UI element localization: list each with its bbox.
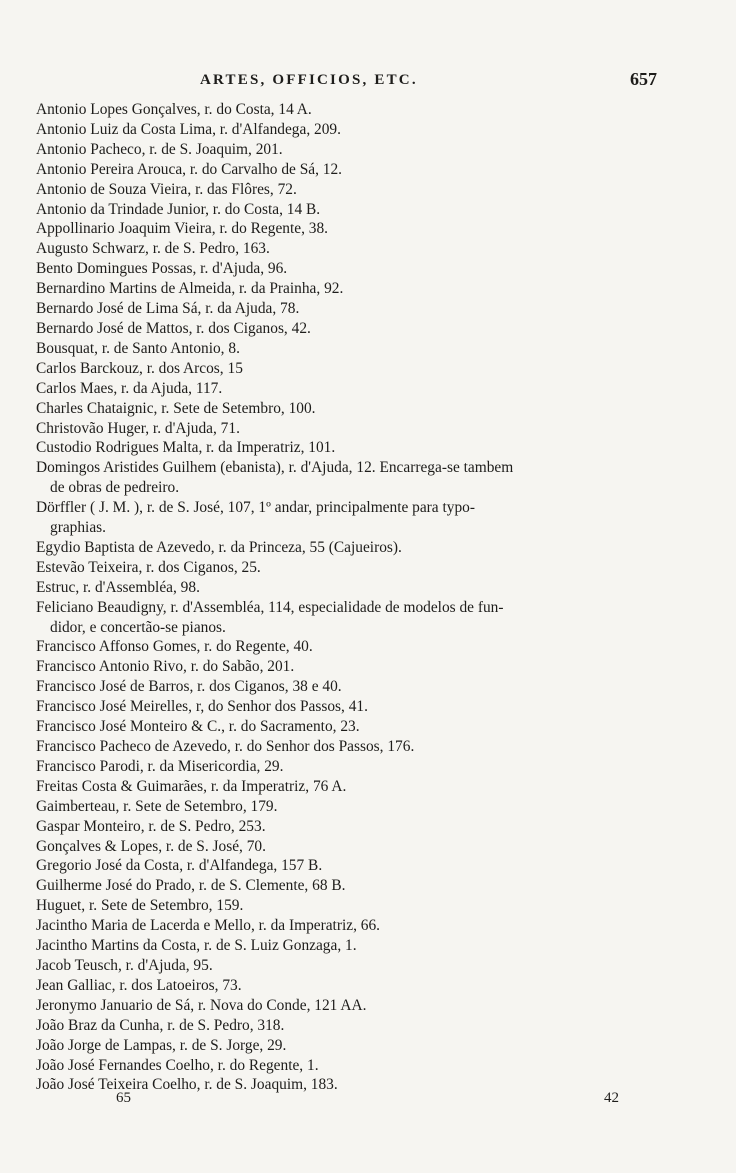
entry-line: Gregorio José da Costa, r. d'Alfandega, 157 B. xyxy=(36,857,323,875)
entry-line: Antonio Pereira Arouca, r. do Carvalho de Sá, 12. xyxy=(36,160,343,178)
entry-line: Bernardo José de Lima Sá, r. da Ajuda, 78. xyxy=(36,300,300,318)
entry-line: Antonio da Trindade Junior, r. do Costa, 14 B. xyxy=(36,200,321,218)
entry-list xyxy=(36,100,686,1095)
entry-line: Francisco Parodi, r. da Misericordia, 29. xyxy=(36,757,284,775)
entry-line: Appollinario Joaquim Vieira, r. do Regente, 38. xyxy=(36,220,329,238)
entry-line: Jacintho Martins da Costa, r. de S. Luiz Gonzaga, 1. xyxy=(36,937,357,955)
entry-line: Bernardino Martins de Almeida, r. da Prainha, 92. xyxy=(36,280,344,298)
entry-line: Antonio de Souza Vieira, r. das Flôres, 72. xyxy=(36,180,297,198)
entry-line: Bousquat, r. de Santo Antonio, 8. xyxy=(36,339,240,357)
entry-line: Feliciano Beaudigny, r. d'Assembléa, 114, especialidade de modelos de fun- xyxy=(36,598,504,616)
signature-mark-right: 42 xyxy=(604,1090,619,1106)
entry-line: Bento Domingues Possas, r. d'Ajuda, 96. xyxy=(36,260,288,278)
entry-line: Francisco Affonso Gomes, r. do Regente, 40. xyxy=(36,638,313,656)
entry-line: Charles Chataignic, r. Sete de Setembro, 100. xyxy=(36,399,316,417)
entry-line: Francisco José Monteiro & C., r. do Sacramento, 23. xyxy=(36,718,360,736)
signature-mark-left: 65 xyxy=(116,1090,131,1106)
entry-line: Gaimberteau, r. Sete de Setembro, 179. xyxy=(36,797,278,815)
entry-continuation: de obras de pedreiro. xyxy=(50,479,180,497)
entry-line: Francisco José de Barros, r. dos Ciganos, 38 e 40. xyxy=(36,678,342,696)
page-footer xyxy=(0,1090,736,1114)
entry-line: Egydio Baptista de Azevedo, r. da Princeza, 55 (Cajueiros). xyxy=(36,538,402,556)
entry-line: Estevão Teixeira, r. dos Ciganos, 25. xyxy=(36,558,261,576)
entry-line: João Braz da Cunha, r. de S. Pedro, 318. xyxy=(36,1016,285,1034)
entry-line: Jean Galliac, r. dos Latoeiros, 73. xyxy=(36,976,242,994)
entry-line: Bernardo José de Mattos, r. dos Ciganos, 42. xyxy=(36,319,311,337)
page-number: 657 xyxy=(630,69,657,89)
running-header xyxy=(0,69,736,96)
entry-line: Antonio Luiz da Costa Lima, r. d'Alfandega, 209. xyxy=(36,120,341,138)
entry-line: Francisco Antonio Rivo, r. do Sabão, 201. xyxy=(36,658,295,676)
entry-line: Carlos Barckouz, r. dos Arcos, 15 xyxy=(36,359,243,377)
entry-continuation: didor, e concertão-se pianos. xyxy=(50,618,226,636)
entry-line: Francisco José Meirelles, r, do Senhor dos Passos, 41. xyxy=(36,698,368,716)
entry-line: João José Fernandes Coelho, r. do Regente, 1. xyxy=(36,1056,319,1074)
entry-line: Antonio Pacheco, r. de S. Joaquim, 201. xyxy=(36,140,283,158)
entry-line: Jeronymo Januario de Sá, r. Nova do Conde, 121 AA. xyxy=(36,996,367,1014)
entry-line: Gonçalves & Lopes, r. de S. José, 70. xyxy=(36,837,266,855)
entry-line: Custodio Rodrigues Malta, r. da Imperatriz, 101. xyxy=(36,439,336,457)
entry-line: Antonio Lopes Gonçalves, r. do Costa, 14 A. xyxy=(36,101,312,118)
entry-line: Jacob Teusch, r. d'Ajuda, 95. xyxy=(36,956,213,974)
entry-line: João José Teixeira Coelho, r. de S. Joaquim, 183. xyxy=(36,1076,338,1094)
entry-line: Christovão Huger, r. d'Ajuda, 71. xyxy=(36,419,240,437)
entry-continuation: graphias. xyxy=(50,519,106,537)
entry-line: Freitas Costa & Guimarães, r. da Imperatriz, 76 A. xyxy=(36,777,347,795)
entry-line: Francisco Pacheco de Azevedo, r. do Senhor dos Passos, 176. xyxy=(36,738,415,755)
entry-line: Jacintho Maria de Lacerda e Mello, r. da Imperatriz, 66. xyxy=(36,917,381,935)
entry-line: Huguet, r. Sete de Setembro, 159. xyxy=(36,897,244,915)
header-title: ARTES, OFFICIOS, ETC. xyxy=(200,72,418,88)
entry-line: Dörffler ( J. M. ), r. de S. José, 107, 1º andar, principalmente para typo- xyxy=(36,499,475,517)
entry-line: Estruc, r. d'Assembléa, 98. xyxy=(36,578,200,596)
entry-line: Domingos Aristides Guilhem (ebanista), r. d'Ajuda, 12. Encarrega-se tambem xyxy=(36,459,514,477)
entry-line: Gaspar Monteiro, r. de S. Pedro, 253. xyxy=(36,817,266,835)
entry-line: Augusto Schwarz, r. de S. Pedro, 163. xyxy=(36,240,270,258)
entry-line: Carlos Maes, r. da Ajuda, 117. xyxy=(36,379,223,397)
entry-line: Guilherme José do Prado, r. de S. Clemente, 68 B. xyxy=(36,877,346,895)
entry-line: João Jorge de Lampas, r. de S. Jorge, 29. xyxy=(36,1036,287,1054)
